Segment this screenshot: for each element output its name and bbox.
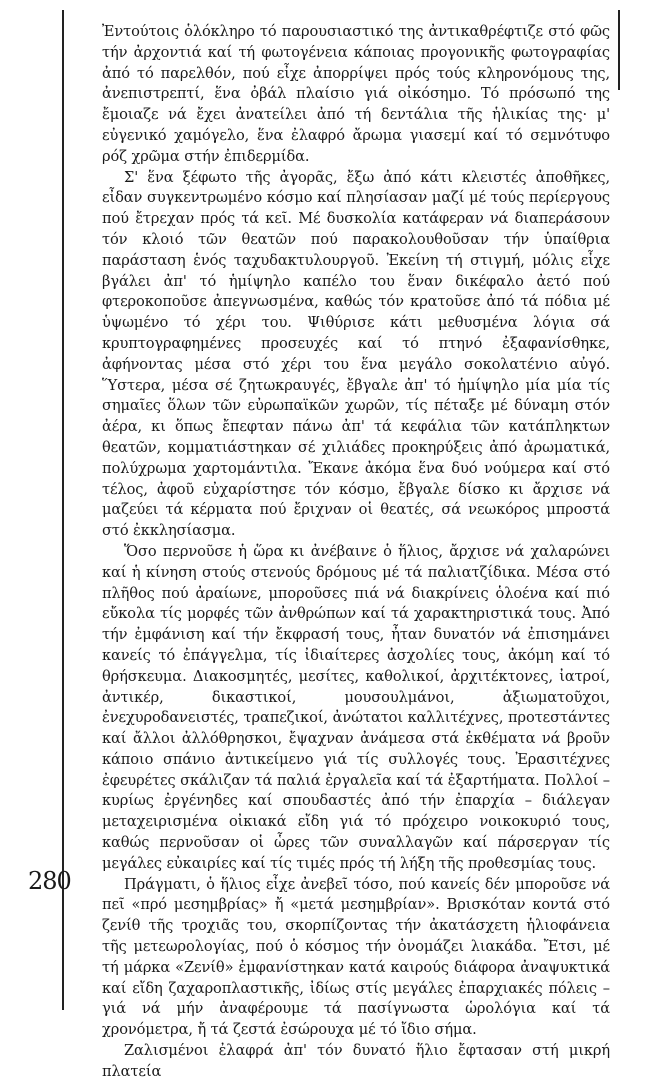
paragraph: Ζαλισμένοι ἐλαφρά ἀπ' τόν δυνατό ἥλιο ἔφτασαν στή μικρή πλατεία [102,1042,610,1080]
page-number: 280 [28,867,71,895]
paragraph: Ὅσο περνοῦσε ἡ ὥρα κι ἀνέβαινε ὁ ἥλιος, ἄρχισε νά χαλαρώνει καί ἡ κίνηση στούς στενούς δρόμους μέ τά παλιατζίδικα. Μέσα στό πλῆθος πού ἀραίωνε, μποροῦσες πιά νά διακρίνεις ὁλοένα καί πιό εὔκολα τίς μορφές τῶν ἀνθρώπων καί τά χαρακτηριστικά τους. Ἀπό τήν ἐμφάνιση καί τήν ἔκφρασή τους, ἦταν δυνατόν νά ἐπισημάνει κανείς τό ἐπάγγελμα, τίς ἰδιαίτερες ἀσχολίες τους, ἀκόμη καί τό θρήσκευμα. Διακοσμητές, μεσίτες, καθολικοί, ἀρχιτέκτονες, ἰατροί, ἀντικέρ, δικαστικοί, μουσουλμάνοι, ἀξιωματοῦχοι, ἐνεχυροδανειστές, τραπεζικοί, ἀνώτατοι καλλιτέχνες, προτεστάντες καί ἄλλοι ἀλλόθρησκοι, ἔψαχναν ἀνάμεσα στά ἐκθέματα νά βροῦν κάποιο σπάνιο ἀντικείμενο γιά τίς συλλογές τους. Ἐρασιτέχνες ἐφευρέτες σκάλιζαν τά παλιά ἐργαλεῖα καί τά ἐξαρτήματα. Πολλοί –κυρίως ἐργένηδες καί σπουδαστές ἀπό τήν ἐπαρχία – διάλεγαν μεταχειρισμένα οἰκιακά εἴδη γιά τό πρόχειρο νοικοκυριό τους, καθώς περνοῦσαν οἱ ὧρες τῶν συναλλαγῶν καί πάρσεργαν τίς μεγάλες εὐκαιρίες καί τίς τιμές πρός τή λήξη τῆς προθεσμίας τους. [102,542,610,872]
margin-rule [62,10,64,1010]
paragraph: Σ' ἕνα ξέφωτο τῆς ἀγορᾶς, ἔξω ἀπό κάτι κλειστές ἀποθῆκες, εἶδαν συγκεντρωμένο κόσμο καί πλησίασαν μαζί μέ τούς περίεργους πού ἔτρεχαν πρός τά κεῖ. Μέ δυσκολία κατάφεραν νά διαπεράσουν τόν κλοιό τῶν θεατῶν πού παρακολουθοῦσαν τήν ὑπαίθρια παράσταση ἑνός ταχυδακτυλουργοῦ. Ἐκείνη τή στιγμή, μόλις εἶχε βγάλει ἀπ' τό ἡμίψηλο καπέλο του ἕναν δικέφαλο ἀετό πού φτεροκοποῦσε ἀπεγνωσμένα, καθώς τόν κρατοῦσε ἀπό τά πόδια μέ ὑψωμένο τό χέρι του. Ψιθύρισε κάτι μεθυσμένα λόγια σά κρυπτογραφημένες προσευχές καί τό πτηνό ἐξαφανίσθηκε, ἀφήνοντας μέσα στό χέρι του ἕνα μεγάλο σοκολατένιο αὐγό. Ὕστερα, μέσα σέ ζητωκραυγές, ἔβγαλε ἀπ' τό ἡμίψηλο μία μία τίς σημαῖες ὅλων τῶν εὐρωπαϊκῶν χωρῶν, τίς πέταξε μέ δύναμη στόν ἀέρα, κι ὅπως ἔπεφταν πάνω ἀπ' τά κεφάλια τῶν κατάπληκτων θεατῶν, κομματιάστηκαν σέ χιλιάδες προκηρύξεις ἀπό ἀρωματικά, πολύχρωμα χαρτομάντιλα. Ἔκανε ἀκόμα ἕνα δυό νούμερα καί στό τέλος, ἀφοῦ εὐχαρίστησε τόν κόσμο, ἔβγαλε δίσκο κι ἄρχισε νά μαζεύει τά κέρματα πού ἔριχναν οἱ θεατές, σά νεωκόρος μπροστά στό ἐκκλησίασμα. [102,168,610,540]
margin-rule-right [618,10,620,90]
body-text [102,22,610,1083]
paragraph: Πράγματι, ὁ ἥλιος εἶχε ἀνεβεῖ τόσο, πού κανείς δέν μποροῦσε νά πεῖ «πρό μεσημβρίας» ἤ «μετά μεσημβρίαν». Βρισκόταν κοντά στό ζενίθ τῆς τροχιᾶς του, σκορπίζοντας τήν ἀκατάσχετη ἡλιοφάνεια τῆς μετεωρολογίας, πού ὁ κόσμος τήν ὀνομάζει λιακάδα. Ἔτσι, μέ τή μάρκα «Ζενίθ» ἐμφανίστηκαν κατά καιρούς διάφορα ἀναψυκτικά καί εἴδη ζαχαροπλαστικῆς, ἰδίως στίς μεγάλες ἐπαρχιακές πόλεις –γιά νά μήν ἀναφέρουμε τά πασίγνωστα ὡρολόγια καί τά χρονόμετρα, ἤ τά ζεστά ἐσώρουχα μέ τό ἴδιο σήμα. [102,875,610,1039]
paragraph: Ἐντούτοις ὁλόκληρο τό παρουσιαστικό της ἀντικαθρέφτιζε στό φῶς τήν ἀρχοντιά καί τή φωτογένεια κάποιας προγονικῆς φωτογραφίας ἀπό τό παρελθόν, πού εἶχε ἀπορρίψει πρός τούς κληρονόμους της, ἀνεπιστρεπτί, ἕνα ὀβάλ πλαίσιο γιά οἰκόσημο. Τό πρόσωπό της ἔμοιαζε νά ἔχει ἀνατείλει ἀπό τή δεντάλια τῆς ἡλικίας της· μ' εὐγενικό χαμόγελο, ἕνα ἐλαφρό ἄρωμα γιασεμί καί τό σεμνότυφο ρόζ χρῶμα στήν ἐπιδερμίδα. [102,23,610,165]
